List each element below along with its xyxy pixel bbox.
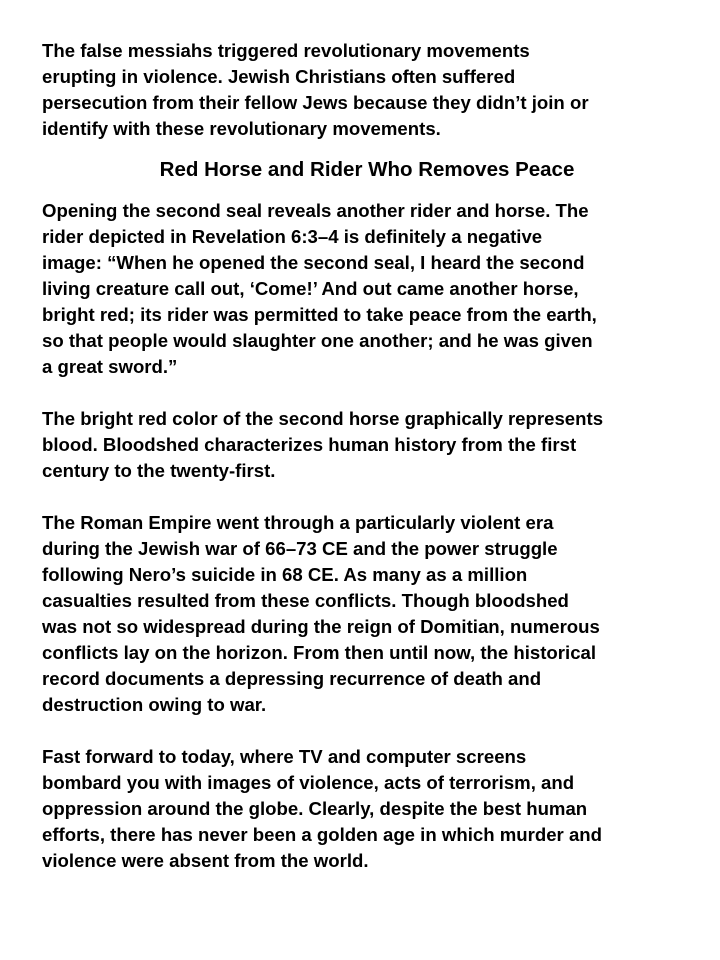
paragraph-fast-forward: Fast forward to today, where TV and computer screens bombard you with images of violence, acts of terrorism, and oppression around the globe. Clearly, despite the best human efforts, there has never been a golden age in which murder and violence were absent from the world.	[42, 746, 603, 871]
spacer	[42, 718, 692, 744]
spacer	[42, 184, 692, 198]
spacer	[42, 484, 692, 510]
document-page	[42, 38, 692, 874]
section-heading: Red Horse and Rider Who Removes Peace	[159, 158, 575, 181]
paragraph-second-seal: Opening the second seal reveals another rider and horse. The rider depicted in Revelation 6:3–4 is definitely a negative image: “When he opened the second seal, I heard the second living creature call out, ‘Come!’ And out came another horse, bright red; its rider was permitted to take peace from the earth, so that people would slaughter one another; and he was given a great sword.”	[42, 200, 597, 377]
intro-paragraph: The false messiahs triggered revolutionary movements erupting in violence. Jewish Christians often suffered persecution from their fellow Jews because they didn’t join or identify with these revolutionary movements.	[42, 40, 589, 139]
paragraph-roman-empire: The Roman Empire went through a particularly violent era during the Jewish war of 66–73 CE and the power struggle following Nero’s suicide in 68 CE. As many as a million casualties resulted from these conflicts. Though bloodshed was not so widespread during the reign of Domitian, numerous conflicts lay on the horizon. From then until now, the historical record documents a depressing recurrence of death and destruction owing to war.	[42, 512, 600, 715]
paragraph-red-color: The bright red color of the second horse graphically represents blood. Bloodshed characterizes human history from the first century to the twenty-first.	[42, 408, 604, 481]
spacer	[42, 380, 692, 406]
